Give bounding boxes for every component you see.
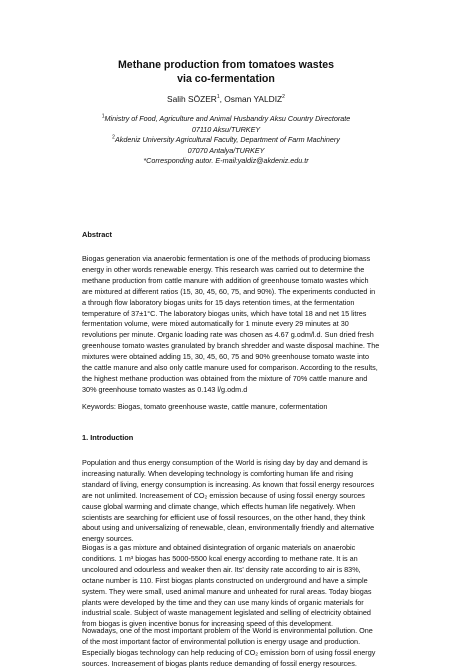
intro-p2-line: system. They were small, used animal manure and unheated for rural areas. Today biogas bbox=[82, 586, 372, 596]
intro-p3-line: Nowadays, one of the most important problem of the World is environmental pollution. One bbox=[82, 626, 373, 635]
introduction-paragraph-3 bbox=[82, 626, 374, 670]
intro-p1-line: are not unlimited. Increasement of CO₂ emission because of using fossil energy sources bbox=[82, 490, 365, 500]
author-2: Osman YALDIZ bbox=[224, 94, 283, 104]
affiliation-2-mark: 2 bbox=[112, 134, 115, 141]
abstract-line: fermentation volume, were mixed automatically for 1 minute every 29 minutes at 30 bbox=[82, 319, 349, 329]
abstract-line: revolutions per minute. Organic loading rate was chosen as 4.67 g.odm/l.d. Sun dried fresh bbox=[82, 330, 374, 340]
intro-p3-line: sources. Increasement of biogas plants reduce demanding of fossil energy resources. bbox=[82, 658, 357, 668]
keywords: Keywords: Biogas, tomato greenhouse waste, cattle manure, cofermentation bbox=[82, 402, 328, 411]
abstract-line: a through flow laboratory biogas units for 15 days retention times, at the fermentation bbox=[82, 297, 355, 307]
abstract-line: are mixtured at different ratios (15, 30, 45, 60, 75, and 90%). The experiments conducted in bbox=[82, 286, 376, 296]
abstract-line: the cattle manure and also only cattle manure used for comparison. According to the results, bbox=[82, 363, 378, 373]
abstract-line: Biogas generation via anaerobic fermentation is one of the methods of producing biomass bbox=[82, 254, 371, 263]
intro-p3-line: Especially biogas technology can help reducing of CO₂ emission born of using fossil energy bbox=[82, 647, 376, 657]
intro-p3-line: of the most important factor of environmental pollution is energy usage and production. bbox=[82, 636, 361, 646]
corresponding-author: *Corresponding autor. E-mail:yaldiz@akdeniz.edu.tr bbox=[143, 156, 309, 166]
introduction-paragraph-2 bbox=[82, 543, 374, 630]
intro-p2-line: plants were developed by the time and they can use many kinds of organic materials for bbox=[82, 597, 364, 607]
abstract-line: methane production from cattle manure with addition of greenhouse tomato wastes which bbox=[82, 275, 369, 285]
affiliations bbox=[0, 114, 452, 167]
intro-p2-line: from biogas is given incentive bonus for increasing speed of this development. bbox=[82, 619, 334, 629]
author-1-affil-mark: 1 bbox=[216, 94, 220, 101]
abstract-body bbox=[82, 254, 380, 396]
affiliation-1-mark: 1 bbox=[101, 113, 105, 120]
intro-p1-line: energy sources. bbox=[82, 534, 134, 544]
affiliation-1-address: 07110 Aksu/TURKEY bbox=[191, 124, 261, 134]
intro-p1-line: cause global warming and climate change, which effects human life negatively. When bbox=[82, 501, 356, 511]
intro-p1-line: about using and universalizing of renewable, clean, environmentally friendly and alternative bbox=[82, 523, 375, 533]
introduction-heading: 1. Introduction bbox=[82, 433, 134, 442]
affiliation-1-text: Ministry of Food, Agriculture and Animal Husbandry Aksu Country Directorate bbox=[104, 114, 351, 123]
intro-p1-line: increasing naturally. When developing technology is comforting human life and rising bbox=[82, 468, 354, 478]
affiliation-2-text: Akdeniz University Agricultural Faculty, Department of Farm Machinery bbox=[114, 135, 340, 145]
intro-p1-line: standard of living, energy consumption is increasing. As known that fossil energy resources bbox=[82, 479, 375, 489]
intro-p2-line: uncoloured and odourless and weaker then air. Its' density rate according to air is 83%, bbox=[82, 564, 361, 574]
affiliation-2-address: 07070 Antalya/TURKEY bbox=[187, 145, 265, 155]
intro-p1-line: Population and thus energy consumption of the World is rising day by day and demand is bbox=[82, 458, 368, 467]
abstract-line: energy in other words renewable energy. This research was carried out to determine the bbox=[82, 264, 365, 274]
abstract-line: temperature of 37±1°C. The laboratory biogas units, which have total 18 and net 15 litres bbox=[82, 308, 367, 318]
intro-p1-line: scientists are searching for efficient use of fossil resources, on the other hand, they think bbox=[82, 512, 366, 522]
introduction-paragraph-1 bbox=[82, 458, 374, 545]
author-list bbox=[0, 94, 452, 105]
abstract-line: 30% greenhouse tomato wastes as 0.143 l/g.odm.d bbox=[82, 384, 248, 394]
title-line-1: Methane production from tomatoes wastes bbox=[117, 59, 335, 71]
intro-p2-line: octane number is 110. First biogas plants constructed on underground and have a simple bbox=[82, 575, 368, 585]
intro-p2-line: Biogas is a gas mixture and obtained disintegration of organic materials on anaerobic bbox=[82, 543, 356, 552]
abstract-line: greenhouse tomato wastes granulated by branch shredder and waste disposal machine. The bbox=[82, 341, 380, 351]
author-1: Salih SÖZER bbox=[167, 94, 217, 104]
affiliation-1 bbox=[0, 114, 452, 125]
paper-title bbox=[0, 58, 452, 86]
author-2-affil-mark: 2 bbox=[282, 94, 285, 101]
abstract-line: the highest methane production was obtained from the mixture of 70% cattle manure and bbox=[82, 373, 368, 383]
abstract-line: mixtures were obtained adding 15, 30, 45, 60, 75 and 90% greenhouse tomato waste into bbox=[82, 352, 369, 362]
title-line-2: via co-fermentation bbox=[177, 73, 275, 85]
abstract-heading: Abstract bbox=[82, 230, 112, 239]
intro-p2-line: conditions. 1 m³ biogas has 5000-5500 kcal energy according to methane rate. It is an bbox=[82, 553, 358, 563]
intro-p2-line: industrial scale. Subject of waste management legislated and selling of electricity obtained bbox=[82, 608, 371, 618]
affiliation-2 bbox=[0, 135, 452, 146]
author-separator: , bbox=[219, 94, 225, 104]
